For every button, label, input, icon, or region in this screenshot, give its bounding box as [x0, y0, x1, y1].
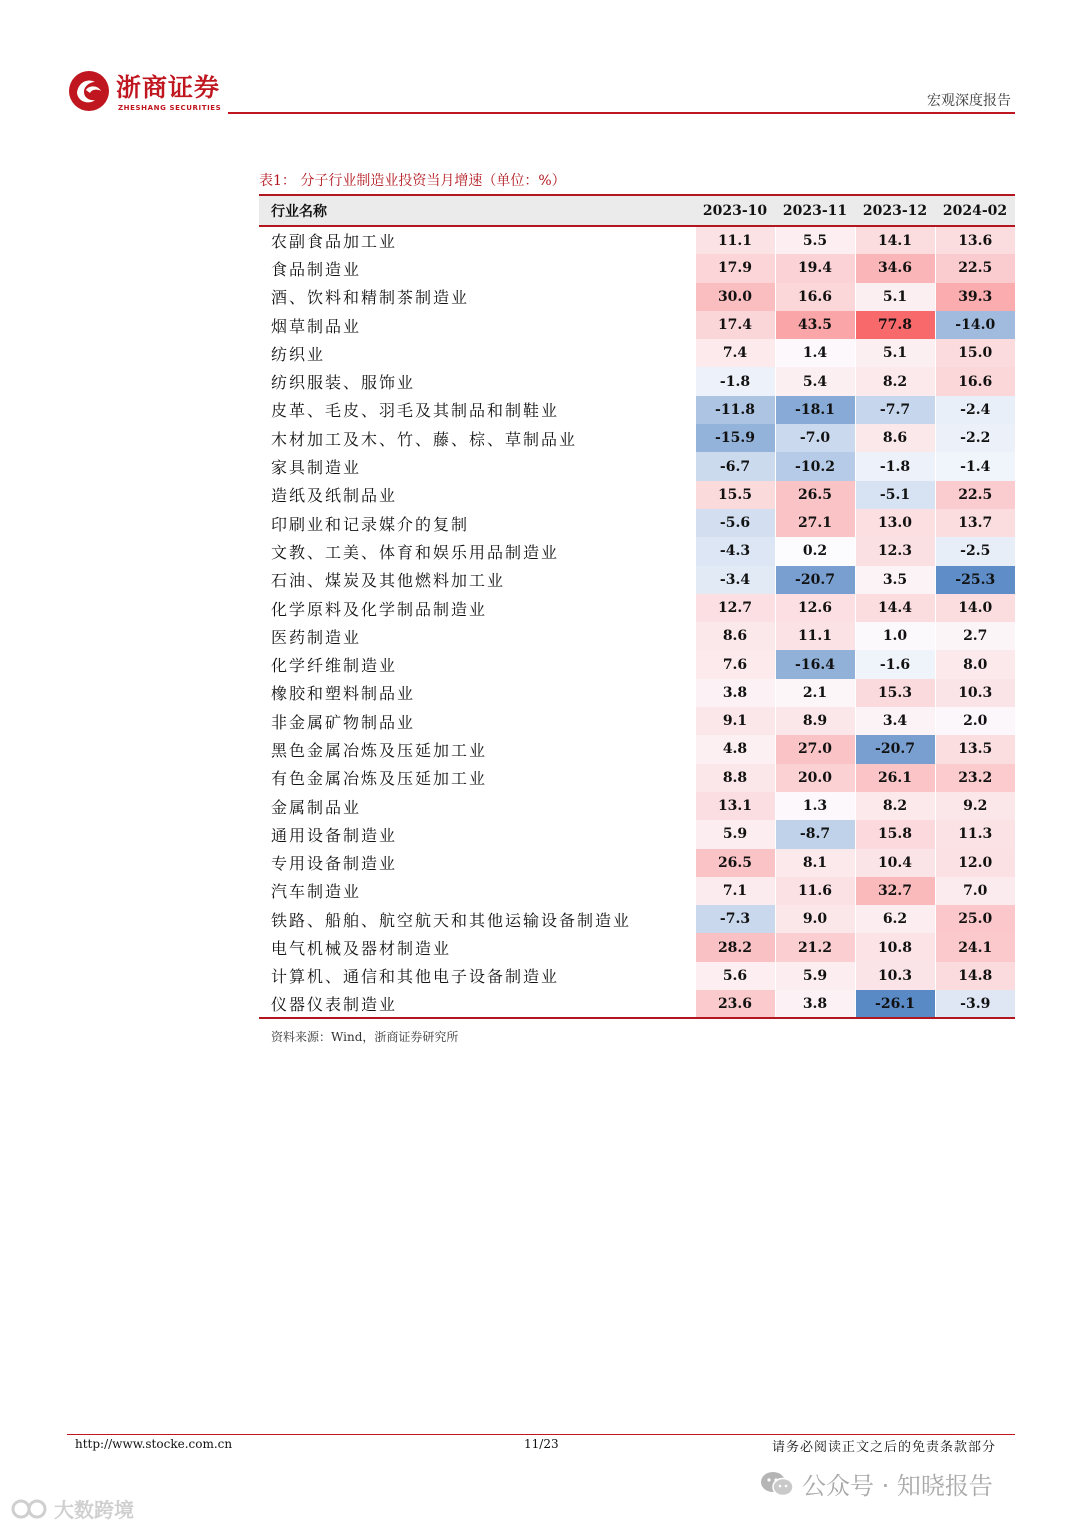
- growth-value-cell: -5.6: [695, 509, 775, 537]
- growth-value-cell: 28.2: [695, 933, 775, 961]
- table-row: [259, 452, 1015, 480]
- page-header: [60, 66, 1015, 116]
- growth-value-cell: 7.4: [695, 339, 775, 367]
- growth-value-cell: 8.2: [855, 792, 935, 820]
- page-number: 11/23: [524, 1437, 559, 1451]
- table-row: [259, 792, 1015, 820]
- growth-value-cell: 15.5: [695, 481, 775, 509]
- industry-name-cell: 文教、工美、体育和娱乐用品制造业: [271, 542, 560, 562]
- industry-name-cell: 橡胶和塑料制品业: [271, 684, 416, 704]
- growth-value-cell: 9.0: [775, 905, 855, 933]
- table-row: [259, 707, 1015, 735]
- growth-value-cell: 11.6: [775, 877, 855, 905]
- table-body: [259, 226, 1015, 1018]
- table-row: [259, 764, 1015, 792]
- growth-value-cell: 14.8: [935, 962, 1015, 990]
- industry-name-cell: 印刷业和记录媒介的复制: [271, 514, 470, 534]
- table-row: [259, 933, 1015, 961]
- growth-value-cell: 12.0: [935, 849, 1015, 877]
- growth-value-cell: -1.6: [855, 650, 935, 678]
- growth-value-cell: 24.1: [935, 933, 1015, 961]
- growth-value-cell: 30.0: [695, 283, 775, 311]
- column-header: 2024-02: [935, 195, 1015, 226]
- watermark-left: [10, 1494, 134, 1523]
- industry-name-cell: 专用设备制造业: [271, 854, 398, 874]
- growth-value-cell: 5.5: [775, 226, 855, 254]
- report-type: 宏观深度报告: [927, 93, 1011, 109]
- data-table-container: [259, 194, 1015, 1019]
- growth-value-cell: 1.3: [775, 792, 855, 820]
- growth-value-cell: 12.6: [775, 594, 855, 622]
- footer-url[interactable]: http://www.stocke.com.cn: [75, 1437, 233, 1451]
- industry-name-cell: 医药制造业: [271, 627, 362, 647]
- table-row: [259, 679, 1015, 707]
- growth-value-cell: 34.6: [855, 254, 935, 282]
- growth-value-cell: 5.9: [775, 962, 855, 990]
- data-table: [259, 194, 1015, 1019]
- industry-name-cell: 黑色金属冶炼及压延加工业: [271, 740, 488, 760]
- growth-value-cell: -2.4: [935, 396, 1015, 424]
- industry-name-cell: 仪器仪表制造业: [259, 990, 695, 1018]
- growth-value-cell: 11.3: [935, 820, 1015, 848]
- growth-value-cell: 20.0: [775, 764, 855, 792]
- growth-value-cell: 1.4: [775, 339, 855, 367]
- table-row: [259, 537, 1015, 565]
- industry-name-cell: 家具制造业: [271, 458, 362, 478]
- growth-value-cell: 11.1: [775, 622, 855, 650]
- growth-value-cell: 5.9: [695, 820, 775, 848]
- growth-value-cell: -2.5: [935, 537, 1015, 565]
- growth-value-cell: 17.4: [695, 311, 775, 339]
- growth-value-cell: 3.5: [855, 566, 935, 594]
- growth-value-cell: -3.4: [695, 566, 775, 594]
- growth-value-cell: -4.3: [695, 537, 775, 565]
- growth-value-cell: -7.3: [695, 905, 775, 933]
- wechat-icon: [760, 1470, 794, 1498]
- growth-value-cell: 5.1: [855, 283, 935, 311]
- industry-name-cell: 金属制品业: [271, 797, 362, 817]
- growth-value-cell: 77.8: [855, 311, 935, 339]
- industry-name-cell: 化学纤维制造业: [271, 656, 398, 676]
- growth-value-cell: 13.0: [855, 509, 935, 537]
- industry-name-cell: 酒、饮料和精制茶制造业: [271, 288, 470, 308]
- growth-value-cell: 21.2: [775, 933, 855, 961]
- industry-name-cell: 食品制造业: [271, 259, 362, 279]
- table-row: [259, 566, 1015, 594]
- growth-value-cell: 32.7: [855, 877, 935, 905]
- watermark-right: [760, 1466, 993, 1501]
- industry-name-cell: 化学原料及化学制品制造业: [271, 599, 488, 619]
- table-row: [259, 735, 1015, 763]
- zheshang-logo-icon: [68, 70, 110, 112]
- growth-value-cell: 13.6: [935, 226, 1015, 254]
- growth-value-cell: -18.1: [775, 396, 855, 424]
- table-row: [259, 283, 1015, 311]
- growth-value-cell: -14.0: [935, 311, 1015, 339]
- table-row: [259, 962, 1015, 990]
- growth-value-cell: -10.2: [775, 452, 855, 480]
- growth-value-cell: 4.8: [695, 735, 775, 763]
- growth-value-cell: -26.1: [855, 990, 935, 1018]
- column-header: 2023-10: [695, 195, 775, 226]
- growth-value-cell: -20.7: [855, 735, 935, 763]
- table-row: [259, 311, 1015, 339]
- growth-value-cell: 3.8: [695, 679, 775, 707]
- growth-value-cell: 5.1: [855, 339, 935, 367]
- industry-name-cell: 烟草制品业: [271, 316, 362, 336]
- industry-name-cell: 纺织服装、服饰业: [271, 373, 416, 393]
- industry-name-cell: 石油、煤炭及其他燃料加工业: [271, 571, 506, 591]
- growth-value-cell: 5.6: [695, 962, 775, 990]
- growth-value-cell: 2.7: [935, 622, 1015, 650]
- growth-value-cell: 27.0: [775, 735, 855, 763]
- column-header: 2023-11: [775, 195, 855, 226]
- growth-value-cell: 26.5: [695, 849, 775, 877]
- growth-value-cell: 9.2: [935, 792, 1015, 820]
- growth-value-cell: 23.6: [695, 990, 775, 1018]
- growth-value-cell: 15.0: [935, 339, 1015, 367]
- growth-value-cell: 26.5: [775, 481, 855, 509]
- industry-name-cell: 铁路、船舶、航空航天和其他运输设备制造业: [271, 910, 632, 930]
- growth-value-cell: 10.4: [855, 849, 935, 877]
- growth-value-cell: 8.6: [695, 622, 775, 650]
- table-caption: 表1： 分子行业制造业投资当月增速（单位：%）: [259, 173, 566, 189]
- column-header: 2023-12: [855, 195, 935, 226]
- industry-name-cell: 纺织业: [271, 344, 326, 364]
- table-row: [259, 820, 1015, 848]
- growth-value-cell: -1.8: [695, 367, 775, 395]
- growth-value-cell: 10.8: [855, 933, 935, 961]
- growth-value-cell: 11.1: [695, 226, 775, 254]
- growth-value-cell: -7.7: [855, 396, 935, 424]
- growth-value-cell: 1.0: [855, 622, 935, 650]
- table-row: [259, 990, 1015, 1018]
- growth-value-cell: 6.2: [855, 905, 935, 933]
- growth-value-cell: -8.7: [775, 820, 855, 848]
- watermark-logo-icon: [10, 1498, 48, 1520]
- industry-name-cell: 计算机、通信和其他电子设备制造业: [271, 967, 560, 987]
- footer-divider: [67, 1434, 1015, 1435]
- growth-value-cell: 14.1: [855, 226, 935, 254]
- industry-name-cell: 电气机械及器材制造业: [271, 939, 452, 959]
- logo-text: 浙商证券: [116, 73, 221, 102]
- growth-value-cell: 2.1: [775, 679, 855, 707]
- growth-value-cell: -5.1: [855, 481, 935, 509]
- industry-name-cell: 木材加工及木、竹、藤、棕、草制品业: [271, 429, 578, 449]
- growth-value-cell: -6.7: [695, 452, 775, 480]
- industry-name-cell: 造纸及纸制品业: [271, 486, 398, 506]
- growth-value-cell: 25.0: [935, 905, 1015, 933]
- growth-value-cell: 12.3: [855, 537, 935, 565]
- growth-value-cell: 22.5: [935, 254, 1015, 282]
- industry-name-cell: 非金属矿物制品业: [271, 712, 416, 732]
- disclaimer-note: 请务必阅读正文之后的免责条款部分: [772, 1440, 997, 1455]
- growth-value-cell: 13.5: [935, 735, 1015, 763]
- growth-value-cell: 7.0: [935, 877, 1015, 905]
- growth-value-cell: 16.6: [935, 367, 1015, 395]
- growth-value-cell: 8.6: [855, 424, 935, 452]
- growth-value-cell: 14.0: [935, 594, 1015, 622]
- growth-value-cell: 8.8: [695, 764, 775, 792]
- growth-value-cell: 10.3: [935, 679, 1015, 707]
- growth-value-cell: 8.9: [775, 707, 855, 735]
- growth-value-cell: 7.1: [695, 877, 775, 905]
- table-row: [259, 396, 1015, 424]
- growth-value-cell: 15.8: [855, 820, 935, 848]
- growth-value-cell: 8.1: [775, 849, 855, 877]
- industry-name-cell: 皮革、毛皮、羽毛及其制品和制鞋业: [271, 401, 560, 421]
- industry-name-cell: 农副食品加工业: [271, 232, 398, 252]
- growth-value-cell: 14.4: [855, 594, 935, 622]
- table-row: [259, 367, 1015, 395]
- watermark-right-text: 公众号 · 知晓报告: [802, 1472, 993, 1500]
- growth-value-cell: 10.3: [855, 962, 935, 990]
- growth-value-cell: 17.9: [695, 254, 775, 282]
- growth-value-cell: 8.2: [855, 367, 935, 395]
- growth-value-cell: 8.0: [935, 650, 1015, 678]
- table-row: [259, 424, 1015, 452]
- growth-value-cell: -16.4: [775, 650, 855, 678]
- table-row: [259, 594, 1015, 622]
- growth-value-cell: 2.0: [935, 707, 1015, 735]
- industry-name-cell: 汽车制造业: [271, 882, 362, 902]
- table-row: [259, 481, 1015, 509]
- growth-value-cell: 13.7: [935, 509, 1015, 537]
- growth-value-cell: 7.6: [695, 650, 775, 678]
- table-row: [259, 905, 1015, 933]
- growth-value-cell: 22.5: [935, 481, 1015, 509]
- growth-value-cell: 16.6: [775, 283, 855, 311]
- growth-value-cell: 0.2: [775, 537, 855, 565]
- growth-value-cell: 19.4: [775, 254, 855, 282]
- growth-value-cell: -20.7: [775, 566, 855, 594]
- watermark-left-text: 大数跨境: [54, 1498, 134, 1522]
- table-row: [259, 877, 1015, 905]
- table-row: [259, 650, 1015, 678]
- growth-value-cell: 3.8: [775, 990, 855, 1018]
- table-header-row: [259, 195, 1015, 226]
- header-divider: [228, 112, 1015, 114]
- table-row: [259, 849, 1015, 877]
- table-row: [259, 509, 1015, 537]
- growth-value-cell: 3.4: [855, 707, 935, 735]
- growth-value-cell: 23.2: [935, 764, 1015, 792]
- growth-value-cell: -3.9: [935, 990, 1015, 1018]
- column-header: 行业名称: [259, 195, 695, 226]
- growth-value-cell: 39.3: [935, 283, 1015, 311]
- growth-value-cell: 27.1: [775, 509, 855, 537]
- growth-value-cell: -25.3: [935, 566, 1015, 594]
- growth-value-cell: 15.3: [855, 679, 935, 707]
- growth-value-cell: 5.4: [775, 367, 855, 395]
- growth-value-cell: 13.1: [695, 792, 775, 820]
- growth-value-cell: -1.8: [855, 452, 935, 480]
- table-row: [259, 622, 1015, 650]
- table-row: [259, 254, 1015, 282]
- growth-value-cell: 9.1: [695, 707, 775, 735]
- growth-value-cell: 12.7: [695, 594, 775, 622]
- table-row: [259, 226, 1015, 254]
- growth-value-cell: -7.0: [775, 424, 855, 452]
- growth-value-cell: -1.4: [935, 452, 1015, 480]
- industry-name-cell: 通用设备制造业: [271, 825, 398, 845]
- growth-value-cell: -15.9: [695, 424, 775, 452]
- table-row: [259, 339, 1015, 367]
- growth-value-cell: 26.1: [855, 764, 935, 792]
- growth-value-cell: -11.8: [695, 396, 775, 424]
- source-note: 资料来源：Wind，浙商证券研究所: [271, 1030, 459, 1044]
- growth-value-cell: 43.5: [775, 311, 855, 339]
- industry-name-cell: 有色金属冶炼及压延加工业: [271, 769, 488, 789]
- logo-subtext: ZHESHANG SECURITIES: [118, 104, 222, 112]
- growth-value-cell: -2.2: [935, 424, 1015, 452]
